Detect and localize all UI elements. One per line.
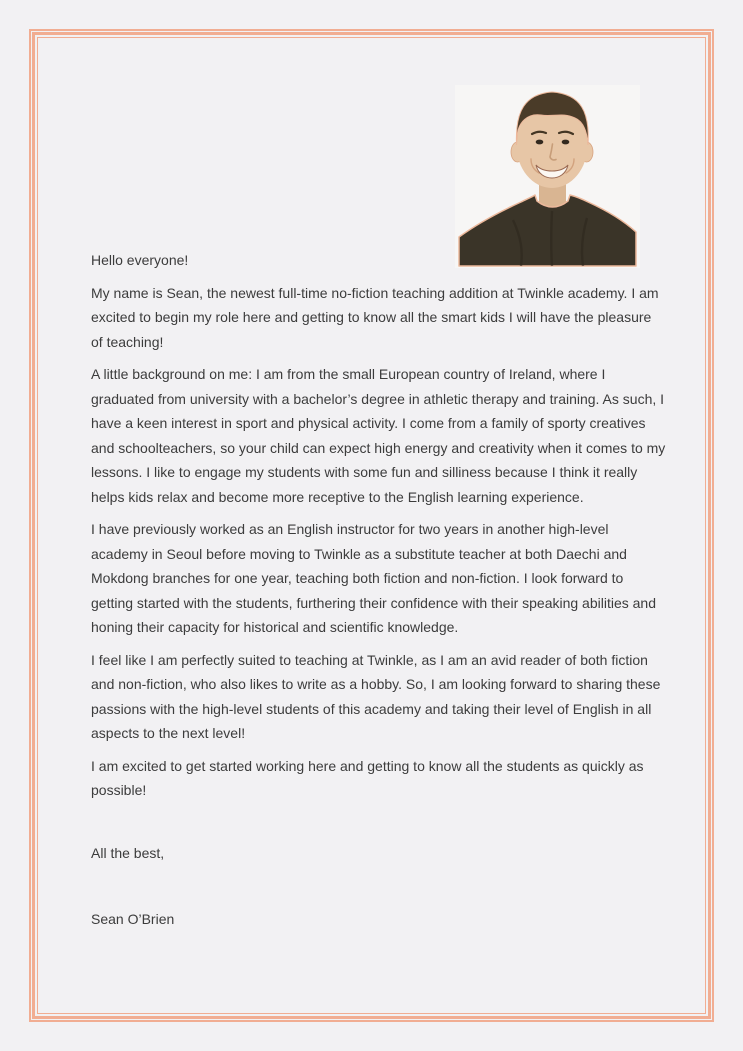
portrait-illustration — [455, 85, 640, 268]
letter-body — [91, 248, 666, 940]
letter-paragraph: I have previously worked as an English instructor for two years in another high-level academy in Seoul before moving to Twinkle as a substitute teacher at both Daechi and Mokdong branches for one year, teaching both fiction and non-fiction. I look forward to getting started with the students, furthering their confidence with their speaking abilities and honing their capacity for historical and scientific knowledge. — [91, 521, 656, 635]
letter-paragraph: I feel like I am perfectly suited to teaching at Twinkle, as I am an avid reader of both fiction and non-fiction, who also likes to write as a hobby. So, I am looking forward to sharing these passions with the high-level students of this academy and taking their level of English in all aspects to the next level! — [91, 651, 661, 741]
letter-paragraph: My name is Sean, the newest full-time no-fiction teaching addition at Twinkle academy. I am excited to begin my role here and getting to know all the smart kids I will have the pleasure of teaching! — [91, 284, 659, 350]
signature-line: Sean O’Brien — [91, 911, 175, 927]
greeting-line: Hello everyone! — [91, 252, 189, 268]
eye-right — [562, 140, 570, 145]
teacher-photo — [455, 85, 640, 268]
letter-paragraph: A little background on me: I am from the small European country of Ireland, where I graduated from university with a bachelor’s degree in athletic therapy and training. As such, I have a keen interest in sport and physical activity. I come from a family of sporty creatives and schoolteachers, so your child can expect high energy and creativity when it comes to my lessons. I like to engage my students with some fun and silliness because I think it really helps kids relax and become more receptive to the English learning experience. — [91, 366, 666, 505]
closing-line: All the best, — [91, 844, 165, 861]
eye-left — [536, 140, 544, 145]
letter-paragraph: I am excited to get started working here and getting to know all the students as quickly as possible! — [91, 757, 644, 798]
